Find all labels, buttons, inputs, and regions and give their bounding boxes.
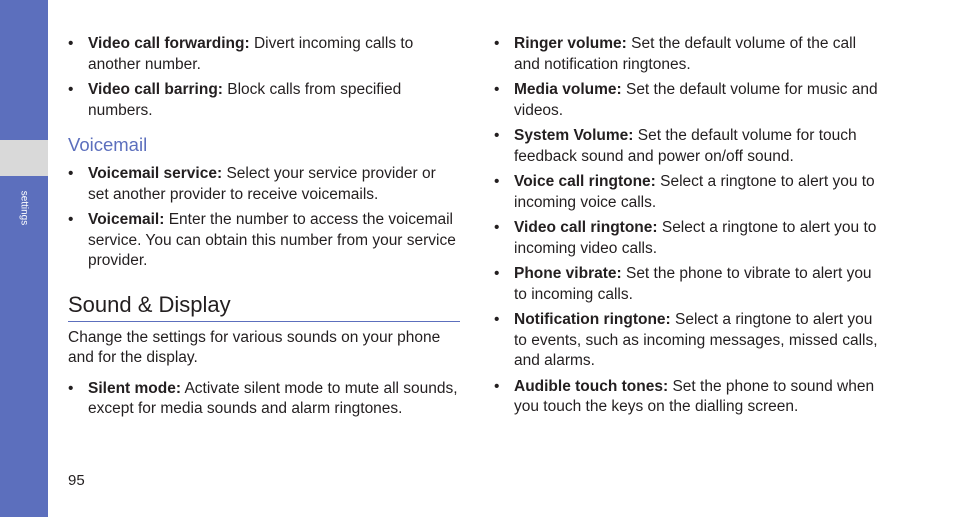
item-term: System Volume: xyxy=(514,127,634,144)
item-term: Voicemail service: xyxy=(88,165,223,182)
list-item xyxy=(68,210,460,272)
side-tab xyxy=(0,140,48,176)
item-text: Activate silent mode to mute all sounds, except for media sounds and alarm ringtones. xyxy=(88,379,458,417)
list-item xyxy=(68,379,460,420)
page-number: 95 xyxy=(68,472,85,489)
item-text: Select your service provider or set another provider to receive voicemails. xyxy=(88,165,436,203)
bullet: • xyxy=(494,377,500,395)
bullet: • xyxy=(68,35,74,52)
item-text: Set the default volume for touch feedback sound and power on/off sound. xyxy=(514,127,857,165)
bullet-list-top xyxy=(68,34,460,121)
section-title: Sound & Display xyxy=(68,291,460,322)
list-item xyxy=(68,34,460,75)
item-term: Video call barring: xyxy=(88,81,223,98)
left-column xyxy=(68,34,460,425)
sidebar-label: settings xyxy=(18,190,30,226)
item-text: Set the phone to sound when you touch the keys on the dialling screen. xyxy=(514,377,875,415)
item-term: Video call forwarding: xyxy=(88,35,250,52)
item-text: Enter the number to access the voicemail service. You can obtain this number from your service provider. xyxy=(88,211,456,269)
right-column xyxy=(494,34,886,423)
item-text: Set the default volume for music and videos. xyxy=(514,81,878,119)
section-intro: Change the settings for various sounds on your phone and for the display. xyxy=(68,328,441,366)
item-term: Ringer volume: xyxy=(514,35,627,52)
list-item xyxy=(68,80,460,121)
list-item xyxy=(494,126,886,167)
bullet: • xyxy=(494,219,500,236)
item-text: Select a ringtone to alert you to incoming video calls. xyxy=(514,219,877,257)
item-text: Set the default volume of the call and notification ringtones. xyxy=(514,35,857,73)
item-term: Voicemail: xyxy=(88,211,165,228)
item-text: Select a ringtone to alert you to incoming voice calls. xyxy=(514,173,875,211)
list-item xyxy=(494,264,886,305)
item-term: Notification ringtone: xyxy=(514,311,671,328)
bullet: • xyxy=(68,81,74,98)
bullet: • xyxy=(68,379,74,397)
list-item xyxy=(494,172,886,213)
list-item xyxy=(494,377,886,418)
list-item xyxy=(494,218,886,259)
bullet-list-voicemail xyxy=(68,164,460,272)
bullet-list-right xyxy=(494,34,886,418)
item-text: Block calls from specified numbers. xyxy=(88,81,402,119)
item-term: Media volume: xyxy=(514,81,622,98)
item-term: Video call ringtone: xyxy=(514,219,658,236)
bullet: • xyxy=(494,311,500,328)
bullet: • xyxy=(494,35,500,52)
list-item xyxy=(494,80,886,121)
item-term: Phone vibrate: xyxy=(514,265,622,282)
item-term: Silent mode: xyxy=(88,379,182,397)
list-item xyxy=(494,34,886,75)
bullet: • xyxy=(494,81,500,98)
item-text: Divert incoming calls to another number. xyxy=(88,35,414,73)
side-bar xyxy=(0,0,48,517)
bullet: • xyxy=(68,165,74,182)
list-item xyxy=(494,310,886,372)
bullet: • xyxy=(494,173,500,190)
list-item xyxy=(68,164,460,205)
bullet: • xyxy=(68,211,74,228)
bullet-list-sound xyxy=(68,379,460,420)
bullet: • xyxy=(494,265,500,282)
item-text: Set the phone to vibrate to alert you to incoming calls. xyxy=(514,265,872,303)
item-text: Select a ringtone to alert you to events, such as incoming messages, missed calls, and alarms. xyxy=(514,311,878,369)
item-term: Audible touch tones: xyxy=(514,377,669,395)
voicemail-heading: Voicemail xyxy=(68,134,148,155)
item-term: Voice call ringtone: xyxy=(514,173,656,190)
bullet: • xyxy=(494,127,500,144)
